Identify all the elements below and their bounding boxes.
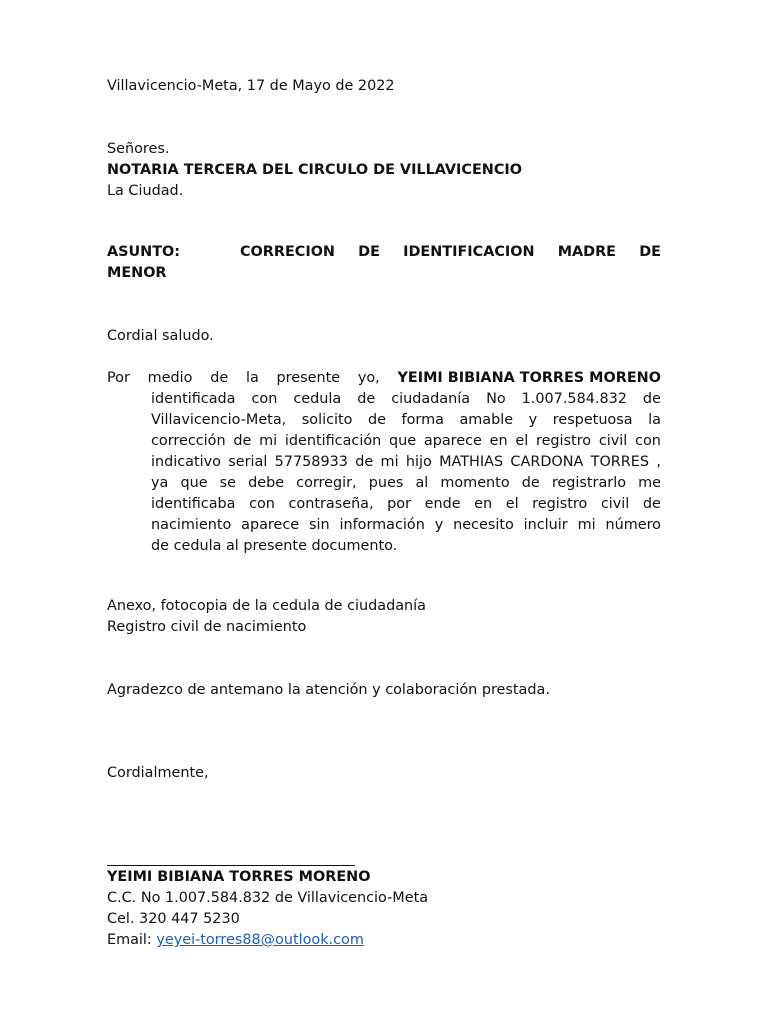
body-word: pues [368, 475, 404, 491]
body-line [151, 515, 661, 536]
body-word: necesito [453, 517, 514, 533]
body-word: solicito [301, 412, 353, 428]
subject-word: IDENTIFICACION [403, 244, 535, 260]
body-word: ende [424, 496, 461, 512]
body-line [151, 410, 661, 431]
body-line [151, 431, 661, 452]
body-word: incluir [523, 517, 568, 533]
body-word: TORRES [590, 454, 649, 470]
addressee-office: NOTARIA TERCERA DEL CIRCULO DE VILLAVICENCIO [107, 162, 522, 178]
body-word: medio [147, 370, 193, 386]
body-line [107, 368, 661, 389]
body-word: hijo [405, 454, 432, 470]
body-word: registrarlo [551, 475, 626, 491]
body-word: civil [600, 496, 630, 512]
body-word: cedula [293, 391, 342, 407]
body-word: contraseña, [288, 496, 374, 512]
salutation: Señores. [107, 141, 170, 157]
subject-label: ASUNTO: [107, 244, 181, 260]
body-word: momento [440, 475, 510, 491]
signature-email-line [107, 930, 364, 951]
body-line [151, 389, 661, 410]
body-word: Villavicencio-Meta, [151, 412, 287, 428]
body-word: presente [276, 370, 341, 386]
body-word: MATHIAS [439, 454, 504, 470]
body-word: 1.007.584.832 [521, 391, 627, 407]
signature-name: YEIMI BIBIANA TORRES MORENO [107, 869, 371, 885]
body-word: debe [248, 475, 285, 491]
body-word: respetuosa [552, 412, 633, 428]
body-word: No [486, 391, 506, 407]
email-label: Email: [107, 932, 157, 948]
body-name-bold: YEIMI BIBIANA TORRES MORENO [397, 370, 661, 386]
body-word: identificación [284, 433, 382, 449]
body-word: y [434, 517, 444, 533]
body-word: de [521, 475, 540, 491]
body-word: de [642, 496, 661, 512]
body-word: la [245, 370, 259, 386]
body-word: con [251, 391, 278, 407]
annex-line-1: Anexo, fotocopia de la cedula de ciudadanía [107, 598, 426, 614]
body-word: ciudadanía [391, 391, 471, 407]
body-word: número [605, 517, 661, 533]
body-word: de [642, 391, 661, 407]
body-word: en [489, 433, 508, 449]
body-word: 57758933 [274, 454, 348, 470]
body-line [151, 494, 661, 515]
body-line [151, 452, 661, 473]
body-word: registro [535, 433, 592, 449]
addressee-city: La Ciudad. [107, 183, 184, 199]
body-word: Por [107, 370, 130, 386]
thanks-line: Agradezco de antemano la atención y colaboración prestada. [107, 682, 550, 698]
body-word: el [515, 433, 529, 449]
body-word: por [387, 496, 412, 512]
body-word: con [635, 433, 661, 449]
body-word: sin [309, 517, 330, 533]
body-word: se [219, 475, 236, 491]
body-word: que [389, 433, 417, 449]
body-word: de [233, 433, 252, 449]
subject-word: DE [358, 244, 380, 260]
body-word: mi [259, 433, 278, 449]
body-word: el [505, 496, 519, 512]
body-line [151, 473, 661, 494]
body-word: mi [380, 454, 399, 470]
body-word: registro [532, 496, 588, 512]
body-word: de [367, 412, 386, 428]
subject-block [107, 242, 661, 284]
email-link[interactable]: yeyei-torres88@outlook.com [156, 932, 364, 948]
body-word: identificada [151, 391, 236, 407]
body-word: que [180, 475, 208, 491]
body-word: indicativo [151, 454, 221, 470]
body-word: me [638, 475, 661, 491]
body-word: corrección [151, 433, 226, 449]
body-word: en [474, 496, 493, 512]
body-line-last: de cedula al presente documento. [151, 538, 398, 554]
subject-continuation: MENOR [107, 265, 167, 281]
annex-line-2: Registro civil de nacimiento [107, 619, 307, 635]
signature-line [107, 865, 355, 866]
body-word: corregir, [296, 475, 357, 491]
body-word: aparece [423, 433, 482, 449]
body-word: , [656, 454, 661, 470]
body-word: nacimiento [151, 517, 232, 533]
body-word: de [355, 454, 374, 470]
body-word: y [528, 412, 538, 428]
body-word: de [210, 370, 229, 386]
subject-word: DE [639, 244, 661, 260]
body-word: aparece [241, 517, 300, 533]
subject-word: CORRECION [240, 244, 335, 260]
body-word: ya [151, 475, 169, 491]
body-word: información [339, 517, 425, 533]
body-word: forma [401, 412, 444, 428]
body-word: amable [459, 412, 514, 428]
body-word: CARDONA [510, 454, 584, 470]
date-line: Villavicencio-Meta, 17 de Mayo de 2022 [107, 78, 395, 94]
body-word: identificaba [151, 496, 236, 512]
body-word: con [249, 496, 275, 512]
body-paragraph [107, 368, 661, 557]
subject-words [240, 242, 661, 263]
signature-phone: Cel. 320 447 5230 [107, 911, 240, 927]
body-word: civil [598, 433, 628, 449]
body-word: mi [577, 517, 596, 533]
body-word: yo, [357, 370, 380, 386]
closing: Cordialmente, [107, 765, 209, 781]
greeting: Cordial saludo. [107, 328, 214, 344]
body-word: la [648, 412, 661, 428]
body-word: al [415, 475, 429, 491]
body-word: serial [228, 454, 268, 470]
subject-word: MADRE [557, 244, 617, 260]
body-word: de [357, 391, 376, 407]
signature-id: C.C. No 1.007.584.832 de Villavicencio-Meta [107, 890, 429, 906]
